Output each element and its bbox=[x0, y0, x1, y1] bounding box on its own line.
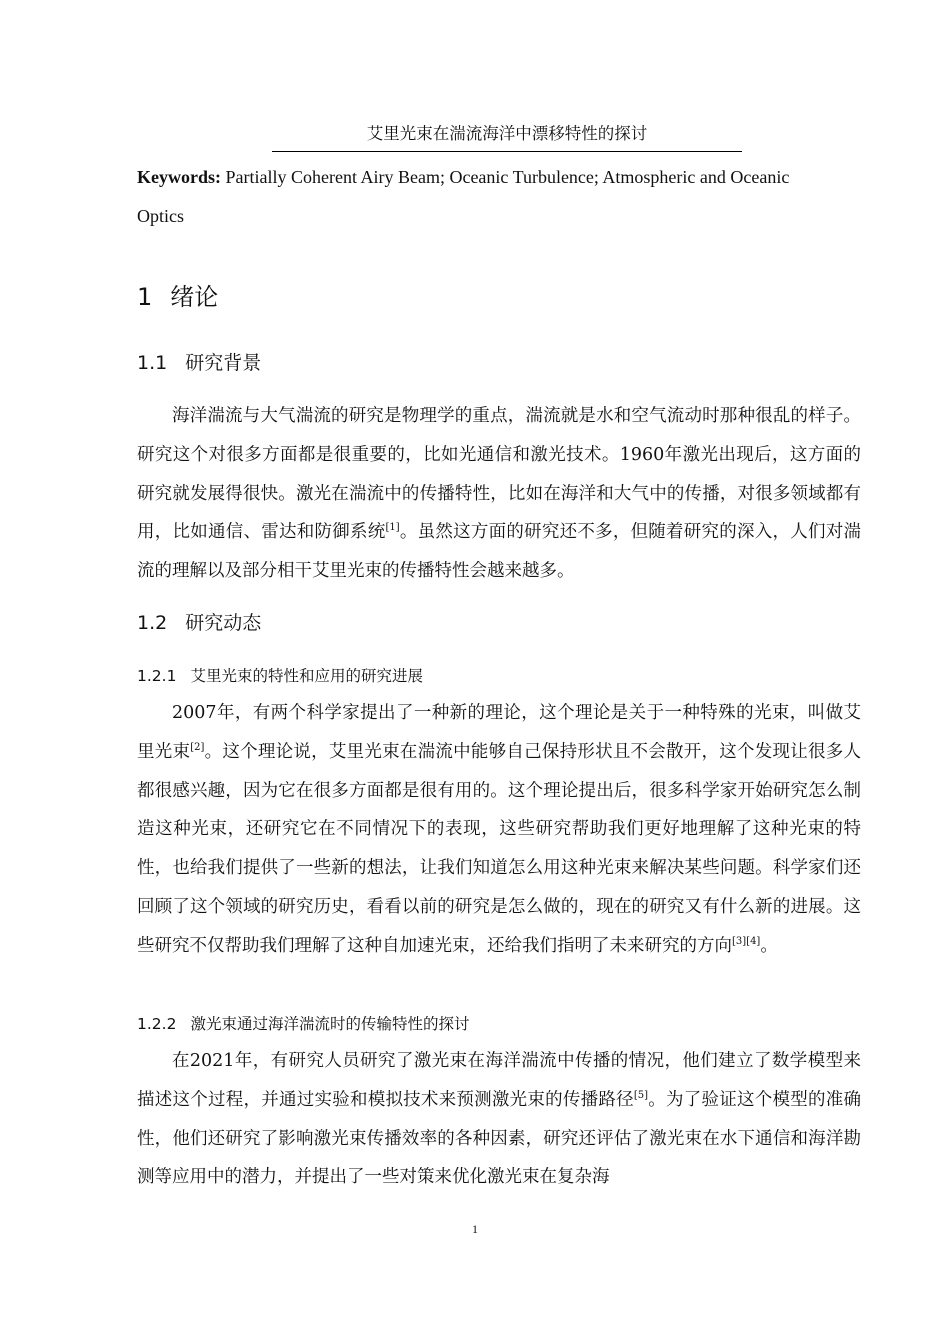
subsection-number: 1.2.1 bbox=[137, 667, 177, 685]
section-number: 1.1 bbox=[137, 352, 168, 374]
citation: [2] bbox=[190, 741, 205, 753]
section-number: 1.2 bbox=[137, 612, 168, 634]
subsection-title: 激光束通过海洋湍流时的传输特性的探讨 bbox=[190, 1015, 470, 1033]
citation: [1] bbox=[385, 522, 400, 534]
section-title: 研究背景 bbox=[185, 352, 262, 374]
paragraph-background bbox=[137, 397, 861, 591]
paragraph-text: 2007年，有两个科学家提出了一种新的理论，这个理论是关于一种特殊的光束，叫做艾里光束 bbox=[137, 703, 861, 762]
running-header: 艾里光束在湍流海洋中漂移特性的探讨 bbox=[272, 122, 742, 152]
section-title: 研究动态 bbox=[185, 612, 262, 634]
citation: [3][4] bbox=[732, 935, 761, 947]
paragraph-text: 。这个理论说，艾里光束在湍流中能够自己保持形状且不会散开，这个发现让很多人都很感兴趣，因为它在很多方面都是很有用的。这个理论提出后，很多科学家开始研究怎么制造这种光束，还研究它在不同情况下的表现，这些研究帮助我们更好地理解了这种光束的特性，也给我们提供了一些新的想法，让我们知道怎么用这种光束来解决某些问题。科学家们还回顾了这个领域的研究历史，看看以前的研究是怎么做的，现在的研究又有什么新的进展。这些研究不仅帮助我们理解了这种自加速光束，还给我们指明了未来研究的方向 bbox=[137, 741, 862, 956]
paragraph-text: 。虽然这方面的研究还不多，但随着研究的深入，人们对湍流的理解以及部分相干艾里光束的传播特性会越来越多。 bbox=[137, 522, 862, 582]
section-heading-1-2 bbox=[137, 609, 261, 637]
paragraph-text: 海洋湍流与大气湍流的研究是物理学的重点，湍流就是水和空气流动时那种很乱的样子。研究这个对很多方面都是很重要的，比如光通信和激光技术。1960年激光出现后，这方面的研究就发展得很快。激光在湍流中的传播特性，比如在海洋和大气中的传播，对很多领域都有用，比如通信、雷达和防御系统 bbox=[137, 406, 861, 543]
paragraph-airy-beam bbox=[137, 694, 861, 966]
keywords-line bbox=[137, 158, 837, 236]
page-number: 1 bbox=[472, 1222, 478, 1236]
subsection-number: 1.2.2 bbox=[137, 1015, 177, 1033]
paragraph-text: 。 bbox=[760, 935, 778, 956]
citation: [5] bbox=[633, 1089, 649, 1101]
keywords-text: Partially Coherent Airy Beam; Oceanic Turbulence; Atmospheric and Oceanic Optics bbox=[137, 167, 790, 226]
chapter-heading bbox=[137, 280, 218, 314]
subsection-heading-1-2-2 bbox=[137, 1012, 469, 1036]
chapter-title: 绪论 bbox=[170, 283, 219, 311]
chapter-number: 1 bbox=[137, 283, 153, 311]
paragraph-text: 。为了验证这个模型的准确性，他们还研究了影响激光束传播效率的各种因素，研究还评估了激光束在水下通信和海洋勘测等应用中的潜力，并提出了一些对策来优化激光束在复杂海 bbox=[137, 1089, 862, 1188]
paragraph-laser-turbulence bbox=[137, 1042, 861, 1197]
paragraph-text: 在2021年，有研究人员研究了激光束在海洋湍流中传播的情况，他们建立了数学模型来描述这个过程，并通过实验和模拟技术来预测激光束的传播路径 bbox=[137, 1051, 861, 1110]
keywords-label: Keywords: bbox=[137, 167, 221, 187]
subsection-title: 艾里光束的特性和应用的研究进展 bbox=[190, 667, 423, 685]
subsection-heading-1-2-1 bbox=[137, 664, 423, 688]
section-heading-1-1 bbox=[137, 349, 261, 377]
